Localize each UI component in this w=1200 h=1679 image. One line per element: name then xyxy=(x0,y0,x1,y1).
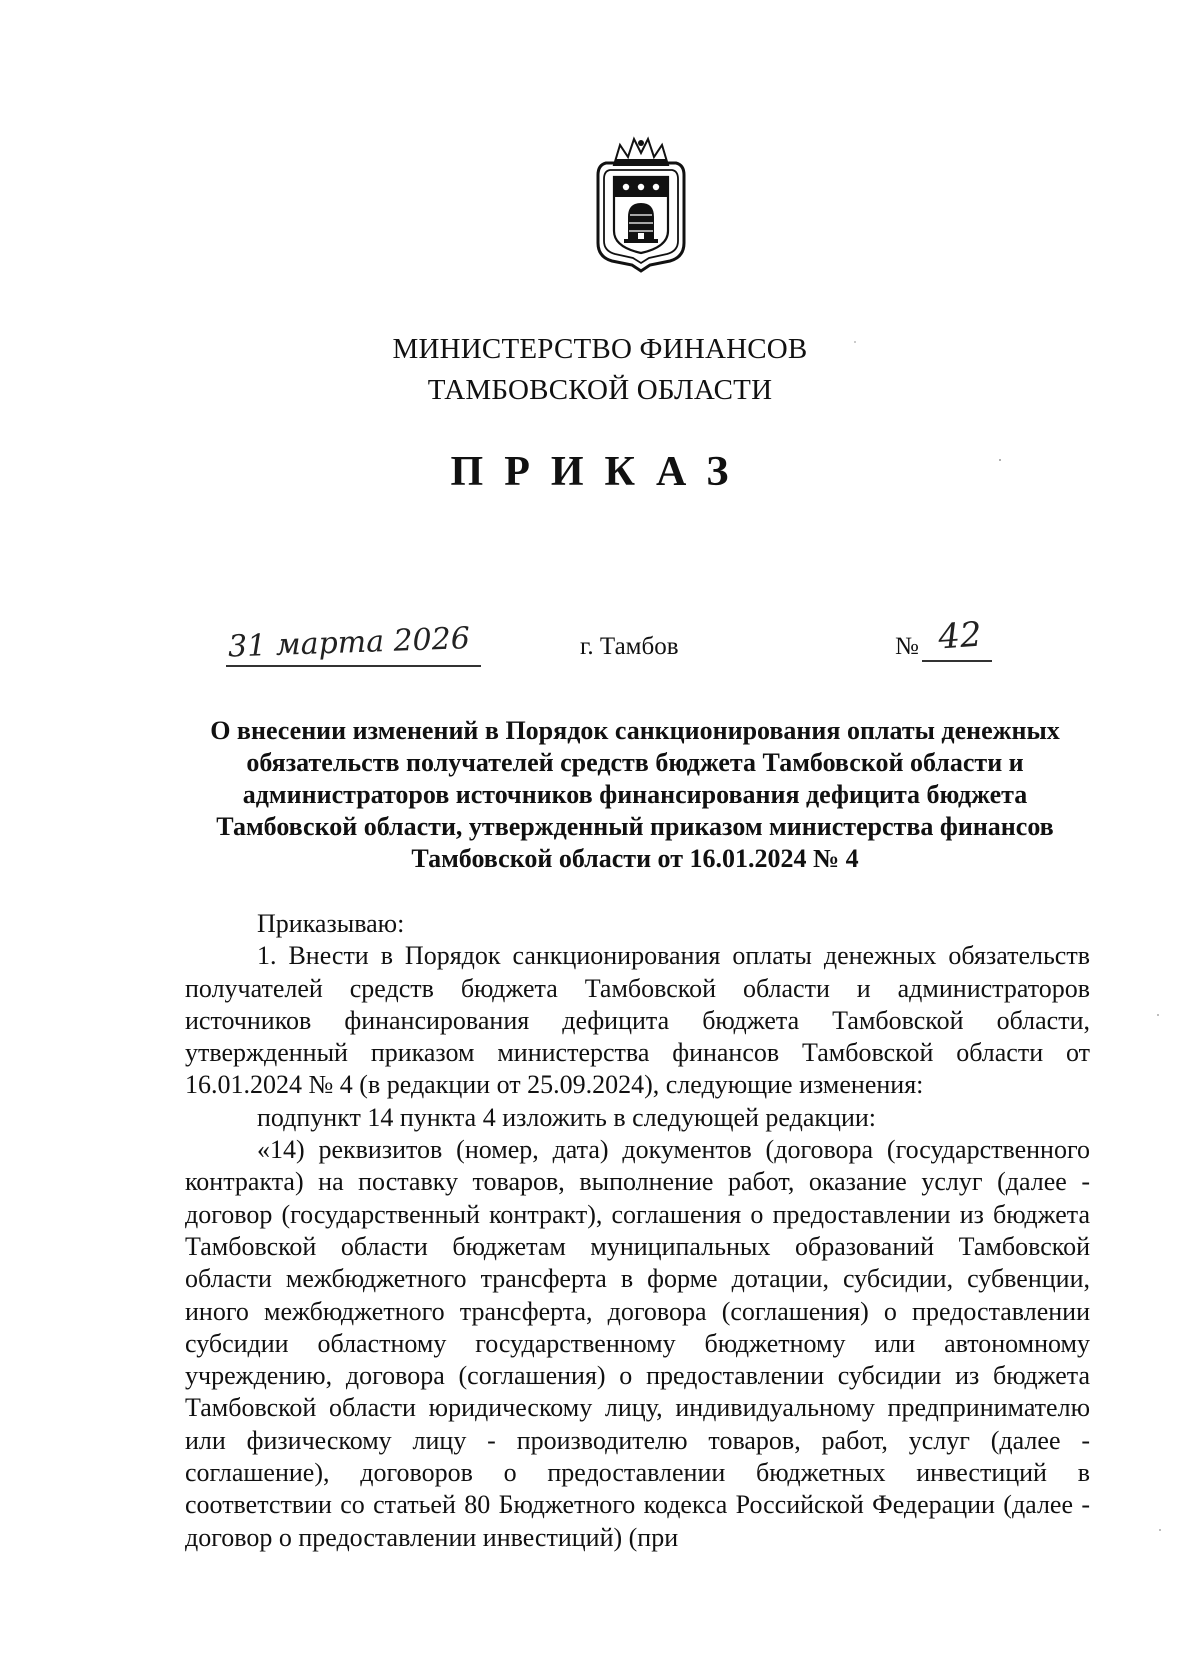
organization-name-line-2: ТАМБОВСКОЙ ОБЛАСТИ xyxy=(427,374,773,406)
date-underline xyxy=(226,665,481,667)
city-label: г. Тамбов xyxy=(580,633,679,660)
body-paragraph-intro: Приказываю: xyxy=(257,909,405,938)
body-paragraph-subitem: подпункт 14 пункта 4 изложить в следующей редакции: xyxy=(257,1102,876,1132)
body-paragraph-quoted-text: «14) реквизитов (номер, дата) документов (договора (государственного контракта) на поставку товаров, выполнение работ, оказание услуг (далее - договор (государственный контракт), соглашения о предоставлении из бюджета Тамбовской области бюджетам муниципальных образований Тамбовской области межбюджетного трансферта в форме дотации, субсидии, субвенции, иного межбюджетного трансферта, договора (соглашения) о предоставлении субсидии областному государственному бюджетному или автономному учреждению, договора (соглашения) о предоставлении субсидии из бюджета Тамбовской области юридическому лицу, индивидуальному предпринимателю или физическому лицу - производителю товаров, работ, услуг (далее - соглашение), договоров о предоставлении бюджетных инвестиций в соответствии со статьей 80 Бюджетного кодекса Российской Федерации (далее - договор о предоставлении инвестиций) (при xyxy=(185,1135,1090,1552)
number-underline xyxy=(922,660,992,662)
document-subject: О внесении изменений в Порядок санкционирования оплаты денежных обязательств получателей средств бюджета Тамбовской области и администраторов источников финансирования дефицита бюджета Тамбовской области, утвержденный приказом министерства финансов Тамбовской области от 16.01.2024 № 4 xyxy=(210,716,1060,873)
body-paragraph-item-1: 1. Внести в Порядок санкционирования оплаты денежных обязательств получателей средств бюджета Тамбовской области и администраторов источников финансирования дефицита бюджета Тамбовской области, утвержденный приказом министерства финансов Тамбовской области от 16.01.2024 № 4 (в редакции от 25.09.2024), следующие изменения: xyxy=(185,941,1090,1100)
handwritten-number: 42 xyxy=(937,614,983,658)
tambov-coat-of-arms-icon xyxy=(590,135,692,273)
handwritten-date: 31 марта 2026 xyxy=(227,621,471,665)
document-type-title: ПРИКАЗ xyxy=(450,449,750,495)
document-body xyxy=(185,908,1090,1554)
organization-name-line-1: МИНИСТЕРСТВО ФИНАНСОВ xyxy=(392,333,808,365)
number-label: № xyxy=(895,633,919,660)
